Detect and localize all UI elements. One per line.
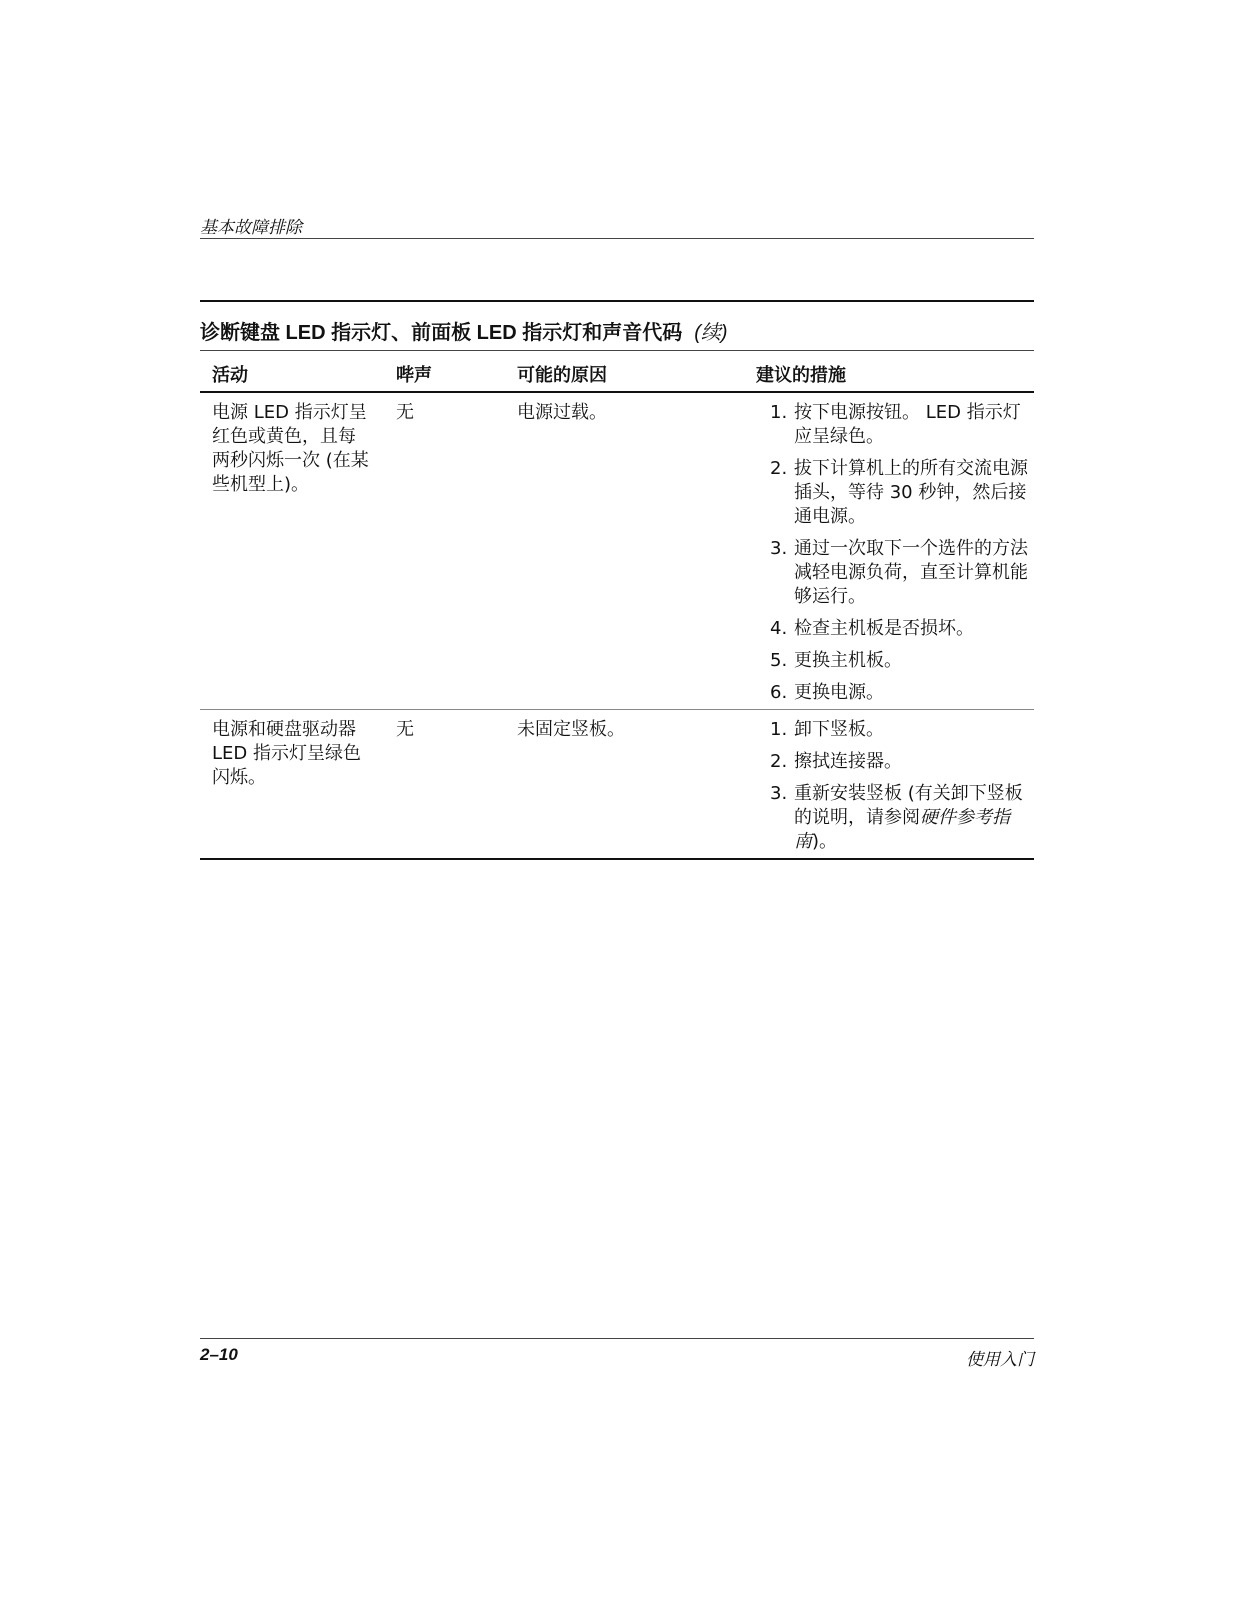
action-step: 1. 按下电源按钮。 LED 指示灯应呈绿色。	[770, 402, 1021, 447]
action-steps-list	[770, 401, 1030, 713]
beep-cell: 无	[396, 719, 414, 740]
table-row	[200, 393, 1034, 710]
action-steps-list	[770, 718, 1030, 862]
diagnostic-table	[200, 300, 1034, 860]
action-step-text: 重新安装竖板 (有关卸下竖板的说明，请参阅硬件参考指南)。	[794, 783, 1023, 852]
activity-cell: 电源 LED 指示灯呈红色或黄色，且每两秒闪烁一次 (在某些机型上)。	[212, 402, 369, 495]
page-number: 2–10	[200, 1345, 238, 1364]
header-rule	[200, 238, 1034, 239]
action-step: 4. 检查主机板是否损坏。	[770, 618, 974, 639]
column-header-cause: 可能的原因	[517, 365, 607, 386]
cause-cell: 未固定竖板。	[517, 719, 625, 740]
book-title: 使用入门	[966, 1350, 1034, 1370]
action-step: 6. 更换电源。	[770, 682, 884, 703]
running-header: 基本故障排除	[200, 218, 302, 238]
action-step: 1. 卸下竖板。	[770, 719, 884, 740]
cause-cell: 电源过载。	[517, 402, 607, 423]
action-step: 3. 重新安装竖板 (有关卸下竖板的说明，请参阅硬件参考指南)。	[770, 782, 1030, 854]
beep-cell: 无	[396, 402, 414, 423]
column-header-beep: 哔声	[396, 365, 432, 386]
activity-cell: 电源和硬盘驱动器 LED 指示灯呈绿色闪烁。	[212, 719, 361, 788]
table-row	[200, 710, 1034, 860]
action-step: 2. 拔下计算机上的所有交流电源插头，等待 30 秒钟，然后接通电源。	[770, 458, 1028, 527]
footer-rule	[200, 1338, 1034, 1339]
column-header-action: 建议的措施	[756, 365, 846, 386]
action-step: 2. 擦拭连接器。	[770, 751, 902, 772]
action-step: 3. 通过一次取下一个选件的方法减轻电源负荷，直至计算机能够运行。	[770, 538, 1028, 607]
action-step: 5. 更换主机板。	[770, 650, 902, 671]
table-title-text: 诊断键盘 LED 指示灯、前面板 LED 指示灯和声音代码	[200, 322, 683, 344]
table-header-row	[200, 350, 1034, 393]
column-header-activity: 活动	[212, 365, 248, 386]
table-title	[200, 302, 1034, 350]
table-title-continued: (续)	[694, 322, 728, 344]
reference-guide-title: 硬件参考指南	[794, 807, 1010, 852]
